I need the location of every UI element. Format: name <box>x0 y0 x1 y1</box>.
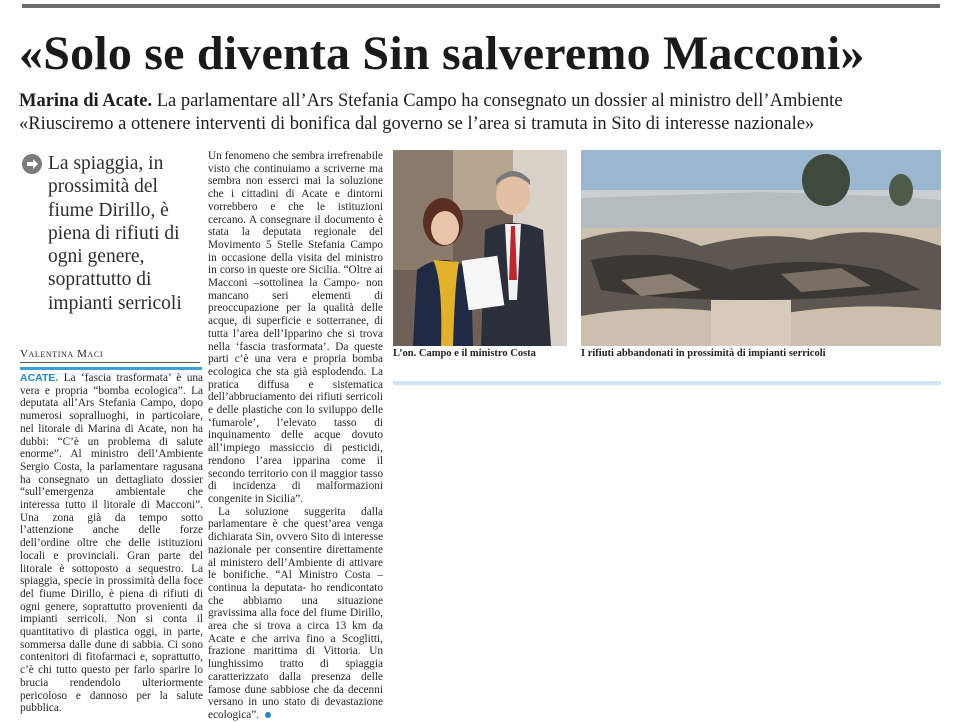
article-column-1 <box>20 372 204 715</box>
subhead-line-2: «Riusciremo a ottenere interventi di bonifica dal governo se l’area si tramuta in Sito di interesse nazionale» <box>19 114 815 134</box>
byline-author: Valentina Maci <box>20 348 104 360</box>
article-column-2 <box>208 150 383 721</box>
end-mark-icon <box>265 712 271 718</box>
subhead-line-1 <box>19 90 949 113</box>
subhead <box>19 90 949 136</box>
byline <box>20 348 200 363</box>
subhead-location: Marina di Acate. <box>19 91 153 111</box>
article-text: La soluzione suggerita dalla parlamentare è che quest’area venga dichiarata Sin, ovvero Sito di interesse nazionale per consentire direttamente al ministero dell’Ambiente di attivare le bonifiche. “Al Ministro Costa –continua la deputata- ho rendicontato che abbiamo una situazione gravissima alla foce del fiume Dirillo, area che si trova a circa 13 km da Acate e che arriva fino a Scoglitti, frazione marittima di Vittoria. Un lunghissimo tratto di spiaggia caratterizzato dalla presenza delle famose dune sabbiose che da decenni versano in uno stato di devastazione ecologica”. <box>208 505 383 721</box>
subhead-text-1: La parlamentare all’Ars Stefania Campo ha consegnato un dossier al ministro dell’Ambiente <box>156 91 843 111</box>
photo-rule <box>393 381 941 385</box>
arrow-right-icon <box>22 154 42 174</box>
photo-caption-2: I rifiuti abbandonati in prossimità di impianti serricoli <box>581 348 826 359</box>
byline-rule <box>20 367 202 370</box>
article-paragraph <box>20 372 203 715</box>
article-text: La ‘fascia trasformata’ è una vera e propria “bomba ecologica”. La deputata all’Ars Stefania Campo, dopo numerosi sopralluoghi, in particolare, nel litorale di Marina di Acate, non ha dubbi: “C’è un problema di salute enorme”. Al ministro dell’Ambiente Sergio Costa, la parlamentare ragusana ha consegnato un dettagliato dossier “sull’emergenza ambientale che interessa tutto il litorale di Macconi”. Una zona già da tempo sotto l’attenzione anche delle forze dell’ordine oltre che delle istituzioni locali e provinciali. Gran parte del litorale è sottoposto a sequestro. La spiaggia, specie in prossimità della foce del fiume Dirillo, è piena di rifiuti di ogni genere, soprattutto provenienti da impianti serricoli. Non si conta il quantitativo di plastica oggi, in parte, sommersa dalle dune di sabbia. Ci sono contenitori di fitofarmaci e, soprattutto, c’è chi tutto questo per farlo sparire lo brucia rendendolo ulteriormente pericoloso e dannoso per la salute pubblica. <box>20 372 204 715</box>
headline: «Solo se diventa Sin salveremo Macconi» <box>19 27 865 80</box>
photo-campo-costa <box>393 150 567 346</box>
article-paragraph <box>208 506 383 722</box>
photo-rifiuti <box>581 150 941 346</box>
top-rule <box>22 4 940 8</box>
pull-quote-text: La spiaggia, in prossimità del fiume Dirillo, è piena di rifiuti di ogni genere, soprattutto di impianti serricoli <box>48 153 182 314</box>
pull-quote <box>22 152 202 315</box>
article-dateline: ACATE. <box>20 372 59 384</box>
article-paragraph: Un fenomeno che sembra irrefrenabile visto che continuiamo a scriverne ma sembra non esserci mai la soluzione che i cittadini di Acate e dintorni vorrebbero e che le istituzioni cercano. A consegnare il documento è stata la deputata regionale del Movimento 5 Stelle Stefania Campo in occasione della visita del ministro in corso in queste ore Sicilia. “Oltre ai Macconi –sottolinea la Campo- non mancano seri elementi di preoccupazione per la qualità delle acque, di superficie e sotterranee, di tutta l’area dell’Ipparino che si trova nella ‘fascia trasformata’. Da queste parti c’è una vera e propria bomba ecologica che sta già esplodendo. La pratica diffusa e sistematica dell’abbruciamento dei rifiuti serricoli e delle plastiche con lo sviluppo delle ‘fumarole’, l’elevato tasso di inquinamento delle acque dovuto all’impiego massiccio di pesticidi, rendono l’area ipparina come il secondo territorio con il maggior tasso di incidenza di malformazioni congenite in Sicilia”. <box>208 150 383 505</box>
photo-caption-1: L’on. Campo e il ministro Costa <box>393 348 536 359</box>
